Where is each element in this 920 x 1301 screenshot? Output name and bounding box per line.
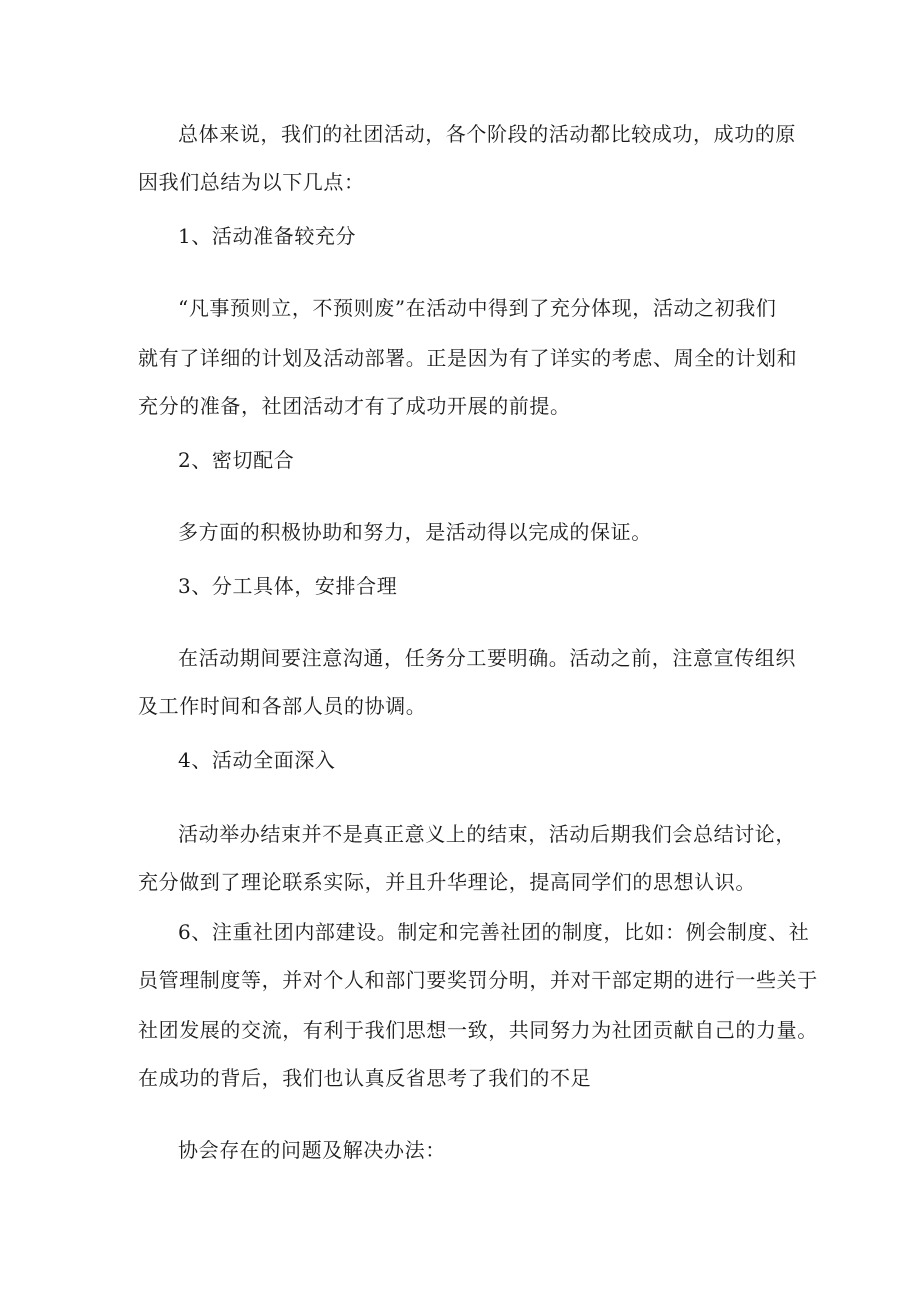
paragraph-line: 及工作时间和各部人员的协调。 xyxy=(138,694,427,718)
paragraph-line: “凡事预则立，不预则废”在活动中得到了充分体现，活动之初我们 xyxy=(178,296,777,320)
section-heading: 4、活动全面深入 xyxy=(178,748,336,772)
paragraph-line: 社团发展的交流，有利于我们思想一致，共同努力为社团贡献自己的力量。 xyxy=(138,1018,818,1042)
paragraph-line: 在活动期间要注意沟通，任务分工要明确。活动之前，注意宣传组织 xyxy=(178,646,796,670)
paragraph-line: 充分的准备，社团活动才有了成功开展的前提。 xyxy=(138,394,571,418)
section-heading: 1、活动准备较充分 xyxy=(178,224,357,248)
paragraph-line: 充分做到了理论联系实际，并且升华理论，提高同学们的思想认识。 xyxy=(138,870,756,894)
section-heading: 2、密切配合 xyxy=(178,448,295,472)
paragraph-line: 多方面的积极协助和努力，是活动得以完成的保证。 xyxy=(178,520,652,544)
paragraph-line: 在成功的背后，我们也认真反省思考了我们的不足 xyxy=(138,1066,592,1090)
paragraph-line: 6、注重社团内部建设。制定和完善社团的制度，比如：例会制度、社 xyxy=(178,920,810,944)
section-heading: 协会存在的问题及解决办法： xyxy=(178,1138,446,1162)
paragraph-line: 总体来说，我们的社团活动，各个阶段的活动都比较成功，成功的原 xyxy=(178,122,796,146)
paragraph-line: 员管理制度等，并对个人和部门要奖罚分明，并对干部定期的进行一些关于 xyxy=(138,968,818,992)
paragraph-line: 就有了详细的计划及活动部署。正是因为有了详实的考虑、周全的计划和 xyxy=(138,346,798,370)
section-heading: 3、分工具体，安排合理 xyxy=(178,574,398,598)
paragraph-line: 活动举办结束并不是真正意义上的结束，活动后期我们会总结讨论， xyxy=(178,822,796,846)
paragraph-line: 因我们总结为以下几点： xyxy=(138,170,365,194)
